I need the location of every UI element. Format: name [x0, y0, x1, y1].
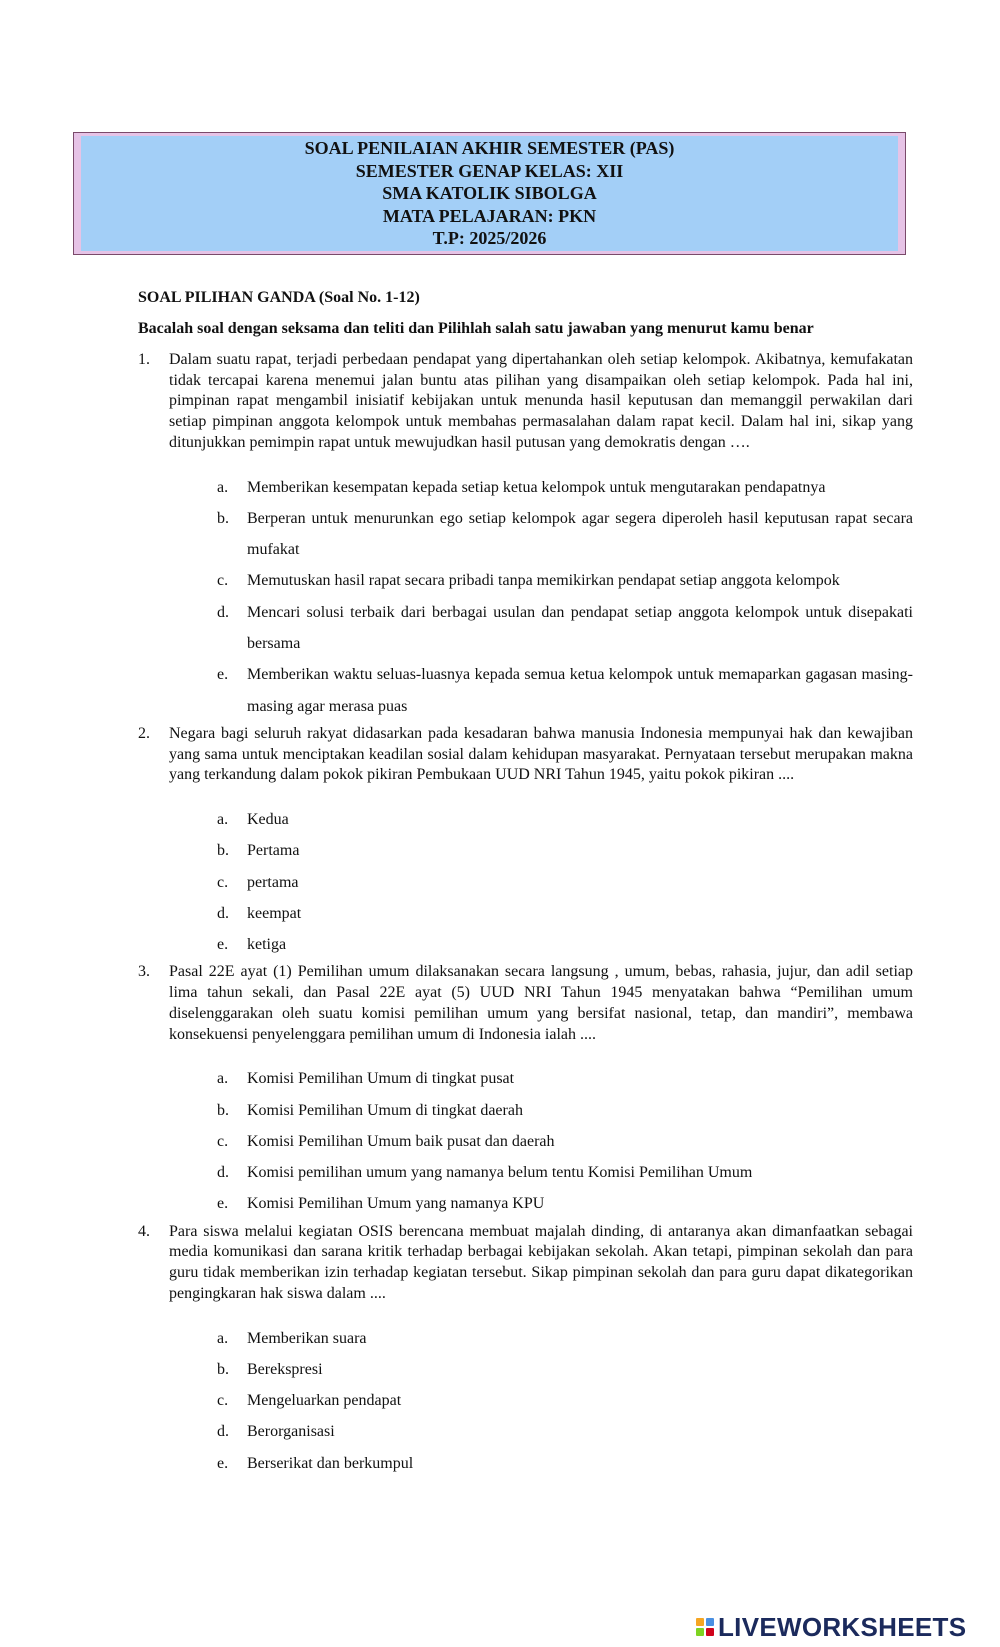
option-text: Memberikan kesempatan kepada setiap ketua kelompok untuk mengutarakan pendapatnya — [247, 478, 826, 496]
option-text: pertama — [247, 873, 299, 891]
option-d[interactable] — [138, 898, 913, 929]
option-c[interactable] — [138, 565, 913, 596]
option-a[interactable] — [138, 804, 913, 835]
option-e[interactable] — [138, 1448, 913, 1479]
question-text: Pasal 22E ayat (1) Pemilihan umum dilaksanakan secara langsung , umum, bebas, rahasia, jujur, dan adil setiap lima tahun sekali, dan Pasal 22E ayat (5) UUD NRI Tahun 1945 menyatakan bahwa “Pemilihan umum diselenggarakan oleh suatu komisi pemilihan umum yang bersifat nasional, tetap, dan mandiri”, membawa konsekuensi penyelenggara pemilihan umum di Indonesia ialah .... — [169, 963, 913, 1043]
option-list — [138, 1063, 913, 1219]
option-letter: e. — [217, 1454, 229, 1472]
option-b[interactable] — [138, 835, 913, 866]
option-text: Berserikat dan berkumpul — [247, 1454, 414, 1472]
option-list — [138, 804, 913, 960]
option-c[interactable] — [138, 1385, 913, 1416]
option-text: Kedua — [247, 811, 289, 828]
option-letter: b. — [217, 1101, 229, 1119]
question-4 — [138, 1222, 913, 1479]
header-school: SMA KATOLIK SIBOLGA — [382, 183, 597, 204]
option-text: Mencari solusi terbaik dari berbagai usulan dan pendapat setiap anggota kelompok untuk disepakati bersama — [247, 603, 913, 652]
option-text: Berperan untuk menurunkan ego setiap kelompok agar segera diperoleh hasil keputusan rapat secara mufakat — [247, 509, 913, 559]
question-text: Dalam suatu rapat, terjadi perbedaan pendapat yang dipertahankan oleh setiap kelompok. Akibatnya, kemufakatan tidak tercapai karena menemui jalan buntu atas pilihan yang disampaikan oleh setiap kelompok. Pada hal ini, pimpinan rapat mengambil inisiatif kebijakan untuk menunda hasil keputusan dan memanggil perwakilan dari setiap pimpinan anggota kelompok untuk membahas permasalahan dalam rapat kecil. Dalam hal ini, sikap yang ditunjukkan pemimpin rapat untuk mewujudkan hasil putusan yang demokratis dengan …. — [169, 351, 913, 451]
option-letter: b. — [217, 1360, 229, 1378]
option-text: Mengeluarkan pendapat — [247, 1392, 402, 1410]
header-subject: MATA PELAJARAN: PKN — [382, 205, 597, 226]
option-text: Memberikan waktu seluas-luasnya kepada semua ketua kelompok untuk memaparkan gagasan masing-masing agar merasa puas — [247, 666, 913, 715]
option-letter: d. — [217, 1423, 229, 1441]
option-letter: b. — [217, 842, 229, 860]
option-text: Memberikan suara — [247, 1329, 367, 1347]
option-letter: e. — [217, 666, 229, 684]
question-list — [138, 350, 913, 1479]
option-e[interactable] — [138, 929, 913, 960]
option-d[interactable] — [138, 597, 913, 660]
option-text: Komisi Pemilihan Umum yang namanya KPU — [247, 1195, 545, 1213]
option-a[interactable] — [138, 1323, 913, 1354]
option-text: Komisi pemilihan umum yang namanya belum tentu Komisi Pemilihan Umum — [247, 1164, 753, 1182]
header-inner — [81, 136, 898, 251]
option-text: Komisi Pemilihan Umum baik pusat dan daerah — [247, 1132, 555, 1150]
option-letter: d. — [217, 904, 229, 922]
question-1 — [138, 350, 913, 722]
question-text: Negara bagi seluruh rakyat didasarkan pada kesadaran bahwa manusia Indonesia mempunyai hak dan kewajiban yang sama untuk menciptakan keadilan sosial dalam kehidupan masyarakat. Pernyataan tersebut merupakan makna yang terkandung dalam pokok pikiran Pembukaan UUD NRI Tahun 1945, yaitu pokok pikiran .... — [169, 724, 913, 784]
option-text: Memutuskan hasil rapat secara pribadi tanpa memikirkan pendapat setiap anggota kelompok — [247, 572, 840, 590]
option-letter: d. — [217, 1164, 229, 1182]
question-3 — [138, 962, 913, 1219]
logo-square-2 — [706, 1618, 714, 1626]
option-letter: c. — [217, 1392, 229, 1410]
option-letter: b. — [217, 509, 229, 527]
option-letter: c. — [217, 1132, 229, 1150]
option-list — [138, 472, 913, 722]
option-a[interactable] — [138, 472, 913, 503]
question-number: 4. — [138, 1222, 150, 1240]
option-letter: c. — [217, 873, 229, 891]
header-box — [73, 132, 906, 255]
option-letter: e. — [217, 936, 229, 954]
instruction: Bacalah soal dengan seksama dan teliti dan Pilihlah salah satu jawaban yang menurut kamu benar — [138, 320, 814, 337]
option-d[interactable] — [138, 1157, 913, 1188]
question-number: 1. — [138, 351, 150, 368]
header-year: T.P: 2025/2026 — [432, 228, 547, 249]
option-b[interactable] — [138, 503, 913, 566]
liveworksheets-logo — [696, 1612, 966, 1642]
question-2 — [138, 724, 913, 961]
question-text: Para siswa melalui kegiatan OSIS berencana membuat majalah dinding, di antaranya akan dimanfaatkan sebagai media komunikasi dan sarana kritik terhadap berbagai kebijakan sekolah. Akan tetapi, pimpinan sekolah dan para guru tidak memberikan izin terhadap kegiatan tersebut. Sikap pimpinan sekolah dan para guru dapat dikategorikan pengingkaran hak siswa dalam .... — [169, 1222, 913, 1302]
option-c[interactable] — [138, 867, 913, 898]
option-b[interactable] — [138, 1095, 913, 1126]
liveworksheets-icon — [696, 1618, 714, 1636]
option-e[interactable] — [138, 659, 913, 722]
option-letter: a. — [217, 1329, 229, 1347]
option-text: Pertama — [247, 842, 300, 860]
question-number: 3. — [138, 963, 150, 981]
option-text: Berorganisasi — [247, 1423, 335, 1441]
option-letter: a. — [217, 811, 229, 828]
option-letter: e. — [217, 1195, 229, 1213]
option-e[interactable] — [138, 1188, 913, 1219]
option-text: keempat — [247, 904, 302, 922]
option-c[interactable] — [138, 1126, 913, 1157]
header-semester: SEMESTER GENAP KELAS: XII — [355, 160, 624, 181]
question-number: 2. — [138, 724, 150, 742]
option-text: Komisi Pemilihan Umum di tingkat daerah — [247, 1101, 523, 1119]
option-letter: c. — [217, 572, 229, 590]
option-a[interactable] — [138, 1063, 913, 1094]
logo-text: LIVEWORKSHEETS — [718, 1611, 967, 1642]
header-title: SOAL PENILAIAN AKHIR SEMESTER (PAS) — [304, 138, 675, 159]
option-letter: d. — [217, 603, 229, 621]
option-text: Komisi Pemilihan Umum di tingkat pusat — [247, 1070, 515, 1088]
option-text: ketiga — [247, 936, 287, 954]
logo-square-1 — [696, 1618, 704, 1626]
option-letter: a. — [217, 1070, 229, 1088]
logo-square-4 — [706, 1628, 714, 1636]
option-text: Berekspresi — [247, 1360, 323, 1378]
section-title: SOAL PILIHAN GANDA (Soal No. 1-12) — [138, 289, 420, 306]
option-d[interactable] — [138, 1416, 913, 1447]
option-letter: a. — [217, 478, 229, 496]
option-b[interactable] — [138, 1354, 913, 1385]
logo-square-3 — [696, 1628, 704, 1636]
option-list — [138, 1323, 913, 1479]
